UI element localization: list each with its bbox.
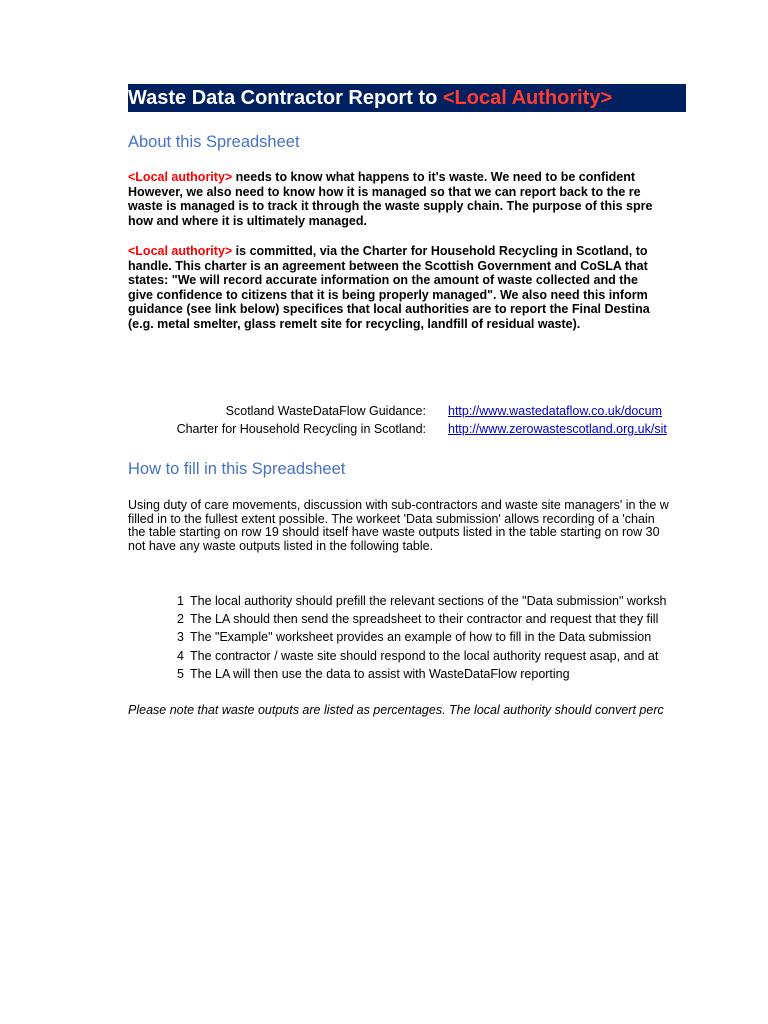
local-authority-placeholder: <Local authority> xyxy=(128,170,233,184)
percentages-note: Please note that waste outputs are listed as percentages. The local authority should convert perc xyxy=(128,703,664,717)
howto-line-1: Using duty of care movements, discussion with sub-contractors and waste site managers' in the w xyxy=(128,499,669,512)
step-number: 1 xyxy=(177,594,184,608)
about-p2-line-2: handle. This charter is an agreement between the Scottish Government and CoSLA that xyxy=(128,258,648,273)
about-paragraph-1 xyxy=(128,170,686,228)
howto-line-4: not have any waste outputs listed in the following table. xyxy=(128,538,434,553)
step-item xyxy=(168,592,686,610)
about-heading: About this Spreadsheet xyxy=(128,133,300,151)
step-text: The LA should then send the spreadsheet to their contractor and request that they fill xyxy=(190,612,659,627)
link-label-charter: Charter for Household Recycling in Scotland: xyxy=(176,422,426,436)
step-text: The "Example" worksheet provides an example of how to fill in the Data submission xyxy=(190,630,652,645)
howto-line-3: the table starting on row 19 should itself have waste outputs listed in the table starting on row 30 xyxy=(128,525,660,540)
title-prefix: Waste Data Contractor Report to xyxy=(128,87,443,109)
step-item xyxy=(168,665,686,683)
about-p2-line-3: states: "We will record accurate information on the amount of waste collected and the xyxy=(128,273,638,288)
step-item xyxy=(168,628,686,646)
step-number: 3 xyxy=(177,630,184,645)
about-p2-line-5: guidance (see link below) specifices that local authorities are to report the Final Destina xyxy=(128,302,650,317)
about-p2-line-1 xyxy=(128,244,686,259)
about-p2-line-1-text: is committed, via the Charter for Household Recycling in Scotland, to xyxy=(232,244,648,258)
howto-paragraph xyxy=(128,499,686,553)
step-text: The local authority should prefill the relevant sections of the "Data submission" worksh xyxy=(190,594,667,608)
link-wastedataflow-guidance[interactable]: http://www.wastedataflow.co.uk/docum xyxy=(448,404,662,418)
step-item xyxy=(168,610,686,628)
step-number: 2 xyxy=(177,612,184,627)
howto-heading: How to fill in this Spreadsheet xyxy=(128,460,346,478)
steps-list xyxy=(168,592,686,683)
local-authority-placeholder: <Local authority> xyxy=(128,244,233,258)
link-label-wastedataflow: Scotland WasteDataFlow Guidance: xyxy=(225,404,426,418)
about-p2-line-6: (e.g. metal smelter, glass remelt site for recycling, landfill of residual waste). xyxy=(128,316,581,331)
howto-line-2: filled in to the fullest extent possible. The workeet 'Data submission' allows recording of a 'chain xyxy=(128,511,655,526)
step-number: 5 xyxy=(177,666,184,681)
link-row-charter xyxy=(0,420,768,438)
link-row-wastedataflow xyxy=(0,402,768,420)
about-p1-line-3: waste is managed is to track it through the waste supply chain. The purpose of this spre xyxy=(128,199,653,214)
about-p1-line-4: how and where it is ultimately managed. xyxy=(128,213,367,228)
title-bar xyxy=(128,84,686,112)
about-p1-line-2: However, we also need to know how it is managed so that we can report back to the re xyxy=(128,184,641,199)
step-text: The contractor / waste site should respond to the local authority request asap, and at xyxy=(190,648,659,663)
step-item xyxy=(168,647,686,665)
step-number: 4 xyxy=(177,648,184,663)
about-p1-line-1 xyxy=(128,170,686,185)
link-household-recycling-charter[interactable]: http://www.zerowastescotland.org.uk/sit xyxy=(448,422,667,436)
about-paragraph-2 xyxy=(128,244,686,332)
about-p2-line-4: give confidence to citizens that it is being properly managed". We also need this inform xyxy=(128,287,648,302)
title-local-authority: <Local Authority> xyxy=(442,87,613,109)
about-p1-line-1-text: needs to know what happens to it's waste. We need to be confident xyxy=(232,170,635,184)
step-text: The LA will then use the data to assist with WasteDataFlow reporting xyxy=(190,666,570,681)
